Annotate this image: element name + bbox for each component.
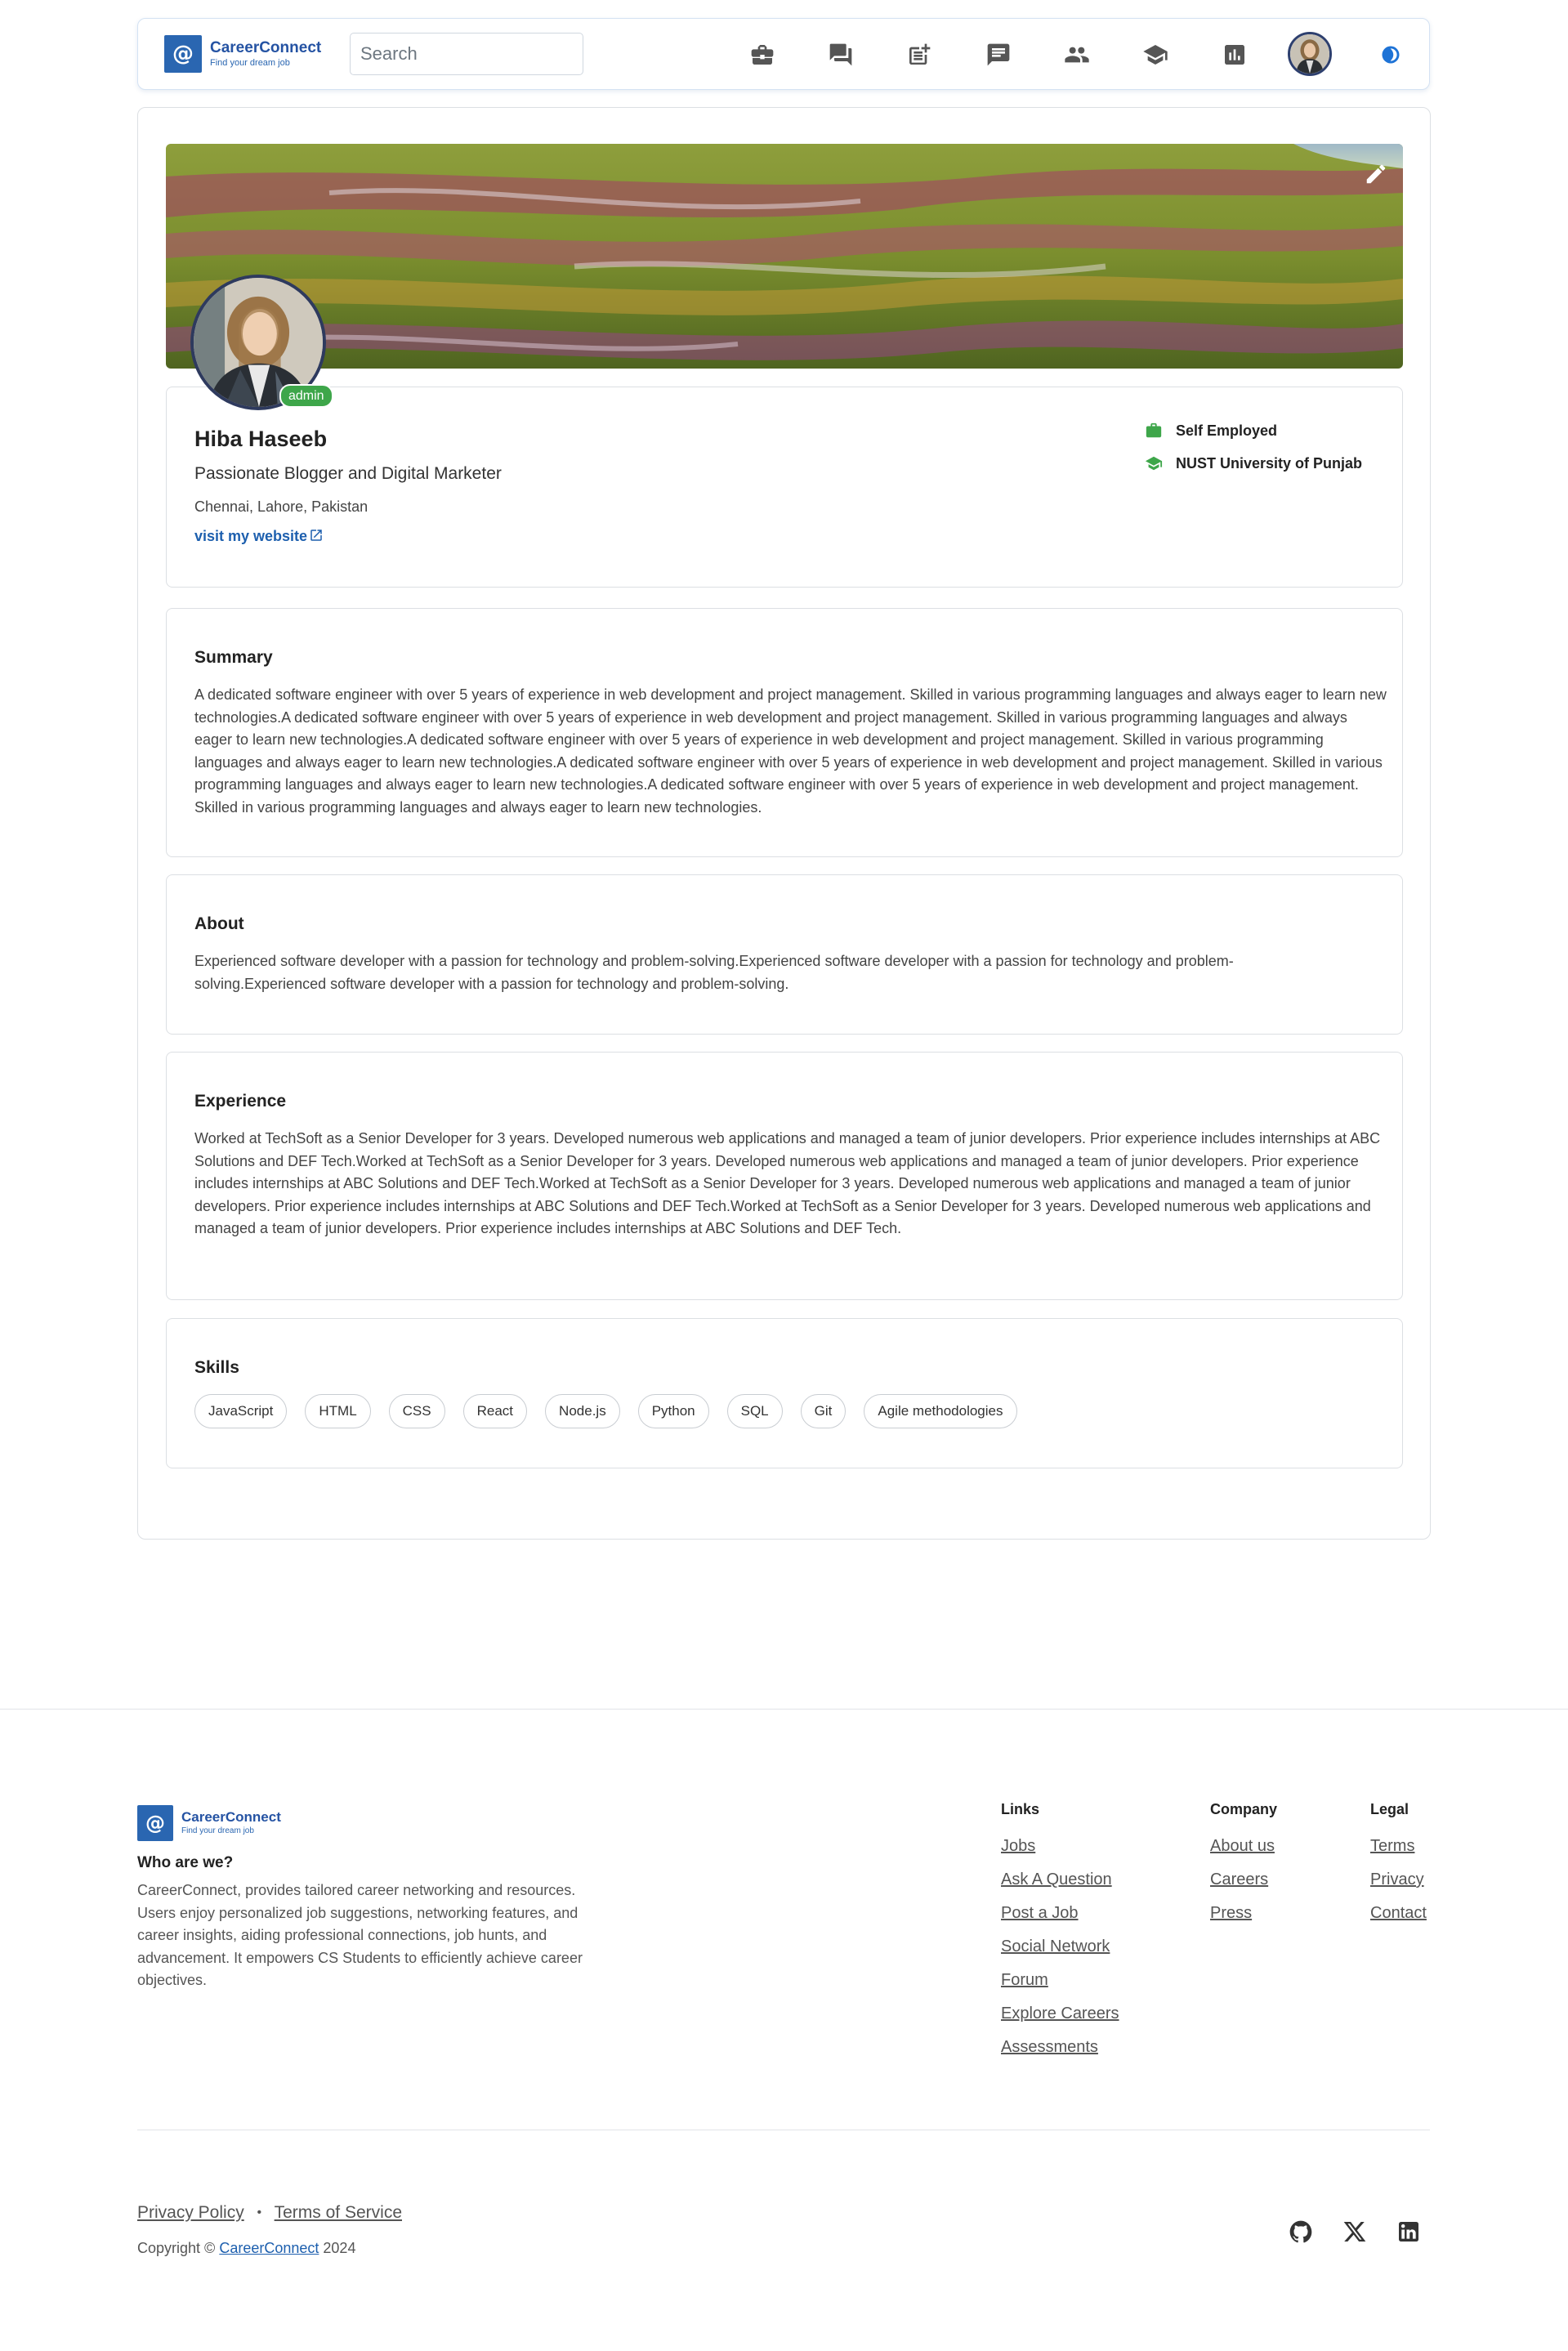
about-text: Experienced software developer with a passion for technology and problem-solving.Experienced software developer with a passion for technology and problem-solving.Experienced software developer with a passion for technology and problem-solving. <box>194 953 1234 992</box>
who-are-we-title: Who are we? <box>137 1854 234 1871</box>
skill-chip[interactable]: HTML <box>305 1394 370 1428</box>
footer-link-post-job[interactable]: Post a Job <box>1001 1904 1079 1922</box>
footer-brand-logo[interactable] <box>137 1805 281 1841</box>
skills-list <box>194 1394 1035 1428</box>
role-badge: admin <box>279 384 333 408</box>
brand-name: CareerConnect <box>181 1809 281 1825</box>
copyright <box>137 2240 355 2257</box>
skill-chip[interactable]: Agile methodologies <box>864 1394 1016 1428</box>
footer-link-press[interactable]: Press <box>1210 1904 1253 1922</box>
footer-link-privacy[interactable]: Privacy <box>1370 1871 1424 1888</box>
footer-link-social-network[interactable]: Social Network <box>1001 1938 1110 1955</box>
footer-divider <box>0 1709 1568 1710</box>
assessments-icon[interactable] <box>1222 42 1248 68</box>
forum-icon[interactable] <box>828 42 854 68</box>
about-title: About <box>194 914 244 933</box>
profile-info-section <box>166 387 1403 588</box>
edit-cover-icon[interactable] <box>1364 162 1388 186</box>
logo-mark: @ <box>137 1805 173 1841</box>
education-institution: NUST University of Punjab <box>1176 454 1363 472</box>
careers-icon[interactable] <box>1142 42 1168 68</box>
footer-link-forum[interactable]: Forum <box>1001 1971 1048 1989</box>
cover-image <box>166 144 1403 369</box>
graduation-cap-icon <box>1145 454 1163 472</box>
linkedin-icon[interactable] <box>1396 2219 1422 2245</box>
skill-chip[interactable]: Git <box>801 1394 847 1428</box>
footer-link-explore-careers[interactable]: Explore Careers <box>1001 2005 1119 2022</box>
external-link-icon <box>309 528 324 543</box>
brand-name: CareerConnect <box>210 39 322 56</box>
skill-chip[interactable]: React <box>463 1394 527 1428</box>
about-section <box>166 874 1403 1035</box>
experience-text: Worked at TechSoft as a Senior Developer for 3 years. Developed numerous web applications and managed a team of junior developers. Prior experience includes internships at ABC Solutions and DEF Tech.Worked at TechSoft as a Senior Developer for 3 years. Developed numerous web applications and managed a team of junior developers. Prior experience includes internships at ABC Solutions and DEF Tech.Worked at TechSoft as a Senior Developer for 3 years. Developed numerous web applications and managed a team of junior developers. Prior experience includes internships at ABC Solutions and DEF Tech.Worked at TechSoft as a Senior Developer for 3 years. Developed numerous web applications and managed a team of junior developers. Prior experience includes internships at ABC Solutions and DEF Tech. <box>194 1130 1381 1236</box>
website-link-label: visit my website <box>194 528 308 544</box>
footer-link-ask-question[interactable]: Ask A Question <box>1001 1871 1112 1888</box>
footer-link-contact[interactable]: Contact <box>1370 1904 1427 1922</box>
employment-status: Self Employed <box>1176 422 1278 439</box>
experience-title: Experience <box>194 1092 287 1111</box>
privacy-policy-link[interactable]: Privacy Policy <box>137 2203 244 2222</box>
moon-icon[interactable] <box>1379 43 1402 66</box>
profile-name: Hiba Haseeb <box>194 427 328 451</box>
separator-dot: • <box>257 2206 262 2219</box>
skill-chip[interactable]: CSS <box>389 1394 445 1428</box>
employment-row <box>1145 422 1277 440</box>
legal-links <box>137 2203 402 2223</box>
summary-title: Summary <box>194 648 273 667</box>
skill-chip[interactable]: Python <box>638 1394 709 1428</box>
search-input[interactable] <box>350 33 583 75</box>
skills-title: Skills <box>194 1358 239 1377</box>
copyright-year: 2024 <box>323 2240 356 2256</box>
social-network-icon[interactable] <box>1064 42 1090 68</box>
summary-text: A dedicated software engineer with over 5 years of experience in web development and project management. Skilled in various programming languages and always eager to learn new technologies.A dedicated software engineer with over 5 years of experience in web development and project management. Skilled in various programming languages and always eager to learn new technologies.A dedicated software engineer with over 5 years of experience in web development and project management. Skilled in various programming languages and always eager to learn new technologies.A dedicated software engineer with over 5 years of experience in web development and project management. Skilled in various programming languages and always eager to learn new technologies.A dedicated software engineer with over 5 years of experience in web development and project management. Skilled in various programming languages and always eager to learn new technologies. <box>194 686 1387 816</box>
copyright-prefix: Copyright © <box>137 2240 216 2256</box>
skill-chip[interactable]: JavaScript <box>194 1394 287 1428</box>
experience-section <box>166 1052 1403 1300</box>
profile-headline: Passionate Blogger and Digital Marketer <box>194 464 502 483</box>
footer-link-jobs[interactable]: Jobs <box>1001 1837 1036 1855</box>
terms-of-service-link[interactable]: Terms of Service <box>274 2203 402 2222</box>
brand-logo[interactable] <box>164 35 321 73</box>
footer-legal-column <box>1370 1801 1427 1930</box>
briefcase-icon <box>1145 422 1163 440</box>
post-job-icon[interactable] <box>906 42 932 68</box>
summary-section <box>166 608 1403 857</box>
footer-link-about-us[interactable]: About us <box>1210 1837 1275 1855</box>
skill-chip[interactable]: Node.js <box>545 1394 620 1428</box>
footer-column-title: Company <box>1210 1801 1278 1817</box>
footer-link-careers[interactable]: Careers <box>1210 1871 1269 1888</box>
footer-links-column <box>1001 1801 1119 2064</box>
skills-section <box>166 1318 1403 1468</box>
footer-link-terms[interactable]: Terms <box>1370 1837 1415 1855</box>
skill-chip[interactable]: SQL <box>727 1394 783 1428</box>
github-icon[interactable] <box>1288 2219 1314 2245</box>
footer-company-column <box>1210 1801 1277 1930</box>
copyright-brand-link[interactable]: CareerConnect <box>219 2240 319 2256</box>
jobs-briefcase-icon[interactable] <box>749 42 775 68</box>
navbar <box>137 18 1430 90</box>
profile-location: Chennai, Lahore, Pakistan <box>194 498 369 515</box>
brand-tagline: Find your dream job <box>181 1826 254 1835</box>
footer-column-title: Links <box>1001 1801 1040 1817</box>
footer-column-title: Legal <box>1370 1801 1409 1817</box>
brand-tagline: Find your dream job <box>210 58 290 68</box>
x-icon[interactable] <box>1342 2219 1368 2245</box>
user-avatar[interactable] <box>1288 32 1332 76</box>
website-link[interactable] <box>194 528 324 545</box>
who-are-we-text: CareerConnect, provides tailored career networking and resources. Users enjoy personalized job suggestions, networking features, and career insights, aiding professional connections, job hunts, and advancement. It empowers CS Students to efficiently achieve career objectives. <box>137 1882 583 1988</box>
logo-mark: @ <box>164 35 202 73</box>
education-row <box>1145 454 1362 472</box>
footer-link-assessments[interactable]: Assessments <box>1001 2038 1098 2056</box>
profile-card <box>137 107 1431 1540</box>
messages-icon[interactable] <box>985 42 1012 68</box>
